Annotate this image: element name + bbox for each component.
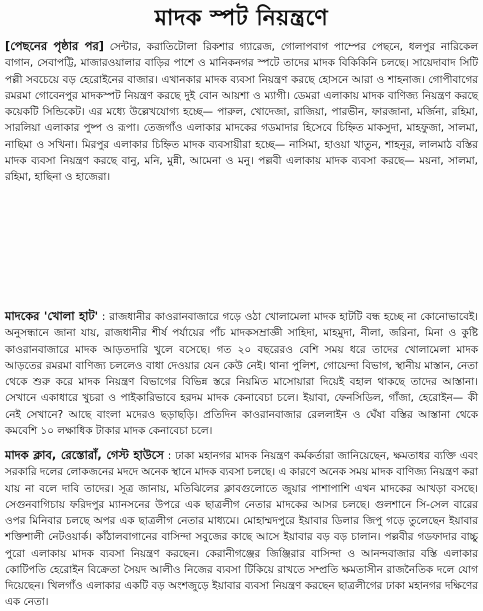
paragraph-1-text: সেন্টার, করাতিটোলা রিকশার গ্যারেজ, গোলাপবাগ পাম্পের পেছনে, ধলপুর নারিকেল বাগান, সেবাপট্টি, মাজারওয়ালার বাড়ির পাশে ও মানিকনগর স্পটে তাদের মাদক বিকিকিনি চলছে। সায়েদাবাদ সিটি পল্লী সবচেয়ে বড় হেরোইনের বাজার। এখানকার মাদক ব্যবসা নিয়ন্ত্রণ করছে হোসনে আরা ও শাহনাজ। গোপীবাগের রমরমা গোবেনপুর মাদকস্পট নিয়ন্ত্রণ করছে দুই বোন আয়শা ও ম্যাগী। ডেমরা এলাকায় মাদক বাণিজ্য নিয়ন্ত্রণ করছে কয়েকটি সিন্ডিকেট। এর মধ্যে উল্লেখযোগ্য হচ্ছে— পারুল, খোদেজা, রাজিয়া, পারভীন, ফারজানা, মর্জিনা, রহিমা, সারলিয়া এলাকার পুষ্প ও রূপা। তেজগাঁও এলাকার মাদকের গডমাদার হিসেবে চিহ্নিত মাকসুদা, মাহফুজা, সালমা, নাছিমা ও সখিনা। মিরপুর এলাকার চিহ্নিত মাদক ব্যবসায়ীরা হচ্ছে— নাসিমা, হাওয়া খাতুন, শাহনূর, লালমাঠ বস্তির মাদক ব্যবসা নিয়ন্ত্রণ করছে বানু, মনি, মুন্নী, আমেনা ও মনু। পল্লবী এলাকায় মাদক ব্যবসা করছে— ময়না, সালমা, রহিমা, হাছিনা ও হাজেরা। bbox=[5, 41, 478, 183]
article-paragraph-1 bbox=[5, 38, 478, 305]
paragraph-3-lead: মাদক ক্লাব, রেস্তোরাঁ, গেস্ট হাউসে bbox=[5, 448, 164, 462]
paragraph-1-lead: [পেছনের পৃষ্ঠার পর] bbox=[5, 39, 104, 53]
article-headline: মাদক স্পট নিয়ন্ত্রণে bbox=[154, 6, 329, 31]
paragraph-2-text: : রাজধানীর কাওরানবাজারে গড়ে ওঠা খোলামেলা মাদক হাটটি বন্ধ হচ্ছে না কোনোভাবেই। অনুসন্ধানে জানা যায়, রাজধানীর শীর্ষ পর্যায়ের পাঁচ মাদকসম্রাজ্ঞী সাহিদা, মাহমুদা, নীলা, জরিনা, মিনা ও কুষ্টি কাওরানবাজারে মাদক আড়তদারি খুলে বসেছে। গত ২০ বছরেরও বেশি সময় ধরে তাদের খোলামেলা মাদক আড়তের রমরমা বাণিজ্য চললেও বাধা দেওয়ার যেন কেউ নেই। থানা পুলিশ, গোয়েন্দা বিভাগ, স্থানীয় মাস্তান, নেতা থেকে শুরু করে মাদক নিয়ন্ত্রণ বিভাগের বিভিন্ন স্তরে নিয়মিত মাসোয়ারা দিয়েই বহাল থাকছে তাদের আস্তানা। সেখানে একাধারে খুচরা ও পাইকারিভাবে হরদম মাদক কেনাবেচা চলে। ইয়াবা, ফেনসিডিল, গাঁজা, হেরোইন— কী নেই সেখানে? আছে বাংলা মদেরও ছড়াছড়ি। প্রতিদিন কাওরানবাজার রেললাইন ও ঘেঁষা বস্তির আস্তানা থেকে কমবেশি ১০ লক্ষাধিক টাকার মাদক কেনাবেচা চলে। bbox=[5, 311, 478, 437]
paragraph-2-lead: মাদকের 'খোলা হাট' bbox=[5, 309, 99, 323]
article-paragraph-2 bbox=[5, 308, 478, 444]
article-paragraph-3 bbox=[5, 447, 479, 609]
paragraph-3-text: : ঢাকা মহানগর মাদক নিয়ন্ত্রণ কর্মকর্তারা জানিয়েছেন, ক্ষমতাধর ব্যক্তি এবং সরকারি দলের লোকজনের মদদে অনেক স্থানে মাদক ব্যবসা চলছে। এ কারণে অনেক সময় মাদক বাণিজ্য নিয়ন্ত্রণ করা যায় না বলে দাবি তাদের। সূত্র জানায়, মতিঝিলের ক্লাবগুলোতে জুয়ার পাশাপাশি এখন মাদকের আখড়া বসছে। সেগুনবাগিচায় ফরিদপুর ম্যানসনের উপরে এক ছাত্রলীগ নেতার মাদকের আসর চলছে। গুলশানে সি-সেল বারের ওপর মিনিবার চলছে অপর এক ছাত্রলীগ নেতার মাধ্যমে। মোহাম্মদপুরে ইয়াবার ডিলার জিপু গড়ে তুলেছেন ইয়াবার শক্তিশালী নেটওয়ার্ক। কাঁঠালবাগানের বাসিন্দা সবুজের কাছে আসে ইয়াবার বড় বড় চালান। পল্লবীর গডফাদার বাচ্চু পুরো এলাকায় মাদক ব্যবসা নিয়ন্ত্রণ করছেন। কেরানীগঞ্জের জিঞ্জিরার বাসিন্দা ও আনন্দবাজার বস্তি এলাকার কোটিপতি হেরোইন বিক্রেতা সৈয়দ আলীও নিজের ব্যবসা টিকিয়ে রাখতে সম্প্রতি ক্ষমতাসীন রাজনৈতিক দলে যোগ দিয়েছেন। খিলগাঁও এলাকার একটি বড় অংশজুড়ে ইয়াবার ব্যবসা নিয়ন্ত্রণ করছেন ছাত্রলীগের ঢাকা মহানগর দক্ষিণের এক নেতা। bbox=[5, 450, 479, 609]
